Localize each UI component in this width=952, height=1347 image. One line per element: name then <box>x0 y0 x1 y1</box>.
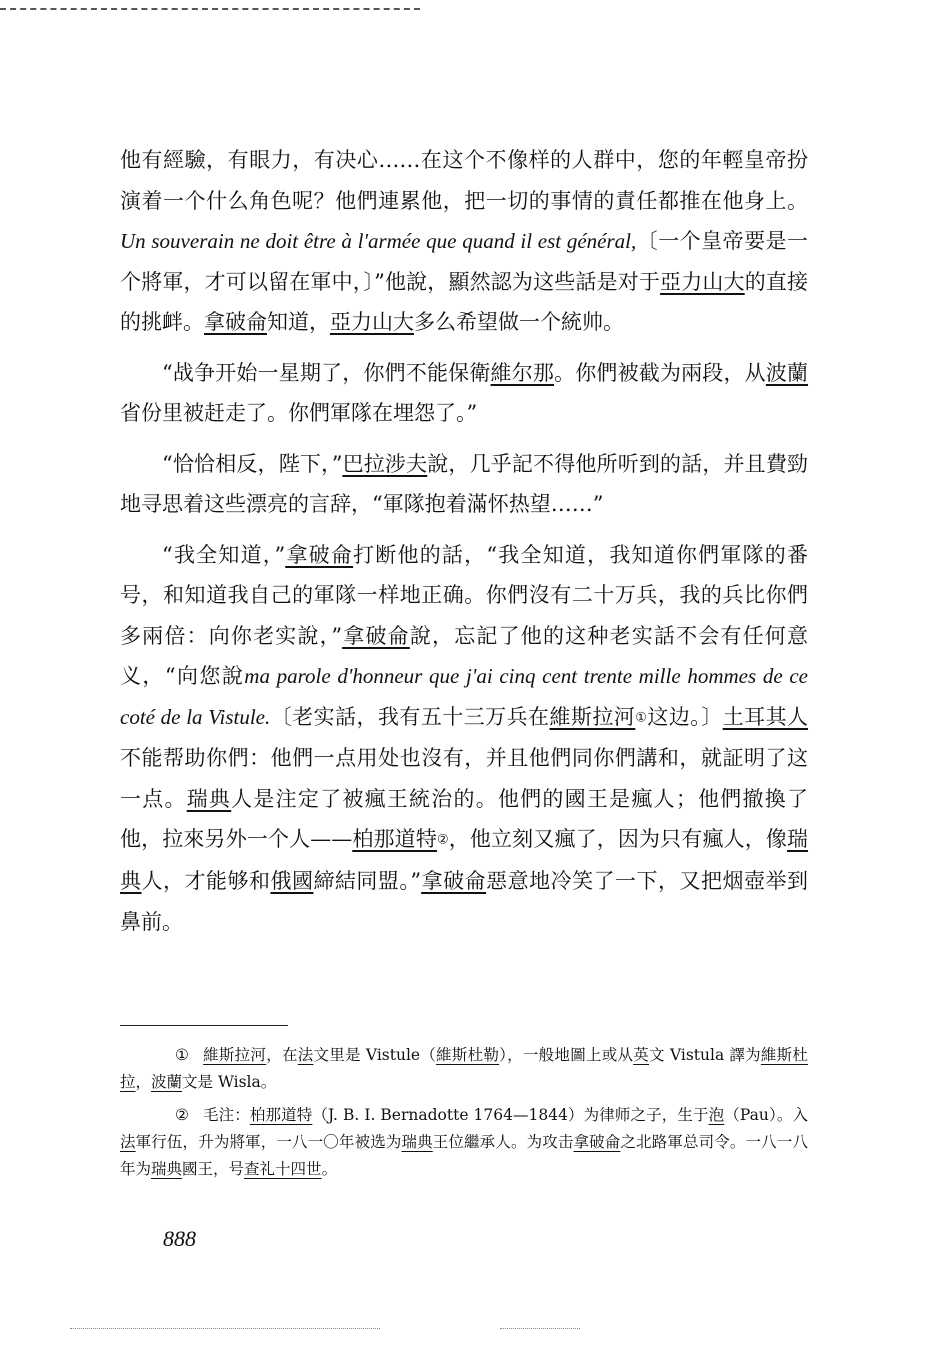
text-run: 他有經驗，有眼力，有决心……在这个不像样的人群中，您的年輕皇帝扮演着一个什么角色呢？他們連累他，把一切的事情的責任都推在他身上。 <box>120 148 808 213</box>
text-run: “我全知道，” <box>162 542 286 567</box>
proper-noun: 柏那道特 <box>352 827 437 852</box>
proper-noun: 拿破侖 <box>421 869 487 893</box>
proper-noun: 維尔那 <box>490 360 555 385</box>
proper-noun: 波蘭 <box>765 360 809 385</box>
text-run: ，他立刻又瘋了，因为只有瘋人，像 <box>448 827 788 852</box>
text-run: 省份里被赶走了。你們軍隊在埋怨了。” <box>120 401 478 425</box>
proper-noun: 俄國 <box>270 869 314 893</box>
text-run: 人，才能够和 <box>141 869 271 893</box>
paragraph <box>120 444 808 525</box>
paragraph <box>120 353 808 434</box>
proper-noun: 柏那道特 <box>249 1106 313 1124</box>
main-body-text <box>120 140 808 942</box>
french-quote: ma parole d'honneur que j'ai cinq cent trente mille hommes de ce coté de la Vistule. <box>120 664 808 729</box>
footnote-mark: ① <box>175 1046 190 1064</box>
text-run: 毛注： <box>203 1106 250 1124</box>
text-run: 說，几乎記不得他所听到的話，并且費勁地寻思着这些漂亮的言辞，“軍隊抱着滿怀热望……” <box>120 451 808 516</box>
footnote-mark: ② <box>175 1106 190 1124</box>
proper-noun: 維斯杜拉 <box>120 1046 808 1091</box>
text-run: 王位繼承人。为攻击 <box>432 1133 574 1151</box>
proper-noun: 波蘭 <box>151 1073 183 1091</box>
text-run: ），一般地圖上或从 <box>499 1046 634 1064</box>
proper-noun: 拿破侖 <box>204 310 267 334</box>
text-run: 國王，号 <box>182 1160 245 1178</box>
proper-noun: 巴拉涉夫 <box>342 451 428 476</box>
text-run: 〔一个皇帝要是一个將軍，才可以留在軍中，〕”他說，顯然認为这些話是对于 <box>120 229 809 294</box>
proper-noun: 維斯拉河 <box>203 1046 267 1064</box>
proper-noun: 英 <box>633 1046 649 1064</box>
text-run: ， <box>135 1073 152 1091</box>
text-run: 的直接的挑衅。 <box>120 269 809 334</box>
proper-noun: 維斯杜勒 <box>436 1046 500 1064</box>
french-quote: Un souverain ne doit être à l'armée que quand il est général, <box>120 229 637 253</box>
text-run: 文是 Wisla。 <box>182 1073 277 1091</box>
paragraph <box>120 535 808 943</box>
text-run: 多么希望做一个統帅。 <box>414 310 624 334</box>
page-number: 888 <box>163 1226 196 1251</box>
text-run: 文里是 Vistule（ <box>313 1046 437 1064</box>
scan-dash-border <box>0 8 420 10</box>
text-run: 說，忘記了他的这种老实話不会有任何意义，“向您說 <box>120 623 808 688</box>
proper-noun: 泡 <box>708 1106 725 1124</box>
text-run: ，在 <box>266 1046 298 1064</box>
text-run: （Pau）。入 <box>724 1106 808 1124</box>
proper-noun: 拿破侖 <box>285 542 354 567</box>
proper-noun: 瑞典 <box>401 1133 433 1151</box>
text-run: 。 <box>321 1160 338 1178</box>
text-run: 打断他的話，“我全知道，我知道你們軍隊的番号，和知道我自己的軍隊一样地正确。你們沒有二十万兵，我的兵比你們多兩倍：向你老实說，” <box>120 542 808 648</box>
footnote-ref: ② <box>436 832 449 848</box>
text-run: “恰恰相反，陛下，” <box>162 451 343 476</box>
proper-noun: 法 <box>297 1046 314 1064</box>
proper-noun: 拿破侖 <box>342 623 410 648</box>
footnote-ref: ① <box>635 709 648 725</box>
proper-noun: 土耳其人 <box>722 704 809 729</box>
proper-noun: 法 <box>120 1133 136 1151</box>
proper-noun: 維斯拉河 <box>549 704 636 729</box>
paragraph <box>120 140 808 343</box>
text-run: 之北路軍总司令。一八一八年为 <box>120 1133 808 1178</box>
proper-noun: 瑞典 <box>186 786 232 811</box>
scan-artifact-line <box>500 1328 580 1329</box>
footnote <box>120 1042 808 1096</box>
text-run: 知道， <box>267 310 330 334</box>
text-run: （J. B. I. Bernadotte 1764—1844）为律师之子，生于 <box>312 1106 709 1124</box>
text-run: 〔老实話，我有五十三万兵在 <box>270 704 550 729</box>
footnotes <box>120 1042 808 1189</box>
text-run: 。你們被截为兩段，从 <box>554 360 766 385</box>
footnote <box>120 1102 808 1183</box>
proper-noun: 拿破侖 <box>573 1133 621 1151</box>
proper-noun: 瑞典 <box>120 827 809 893</box>
text-run: “战争开始一星期了，你們不能保衛 <box>162 360 491 385</box>
text-run: 惡意地冷笑了一下，又把烟壺举到鼻前。 <box>120 869 808 934</box>
text-run: 这边。〕 <box>647 704 723 729</box>
proper-noun: 瑞典 <box>151 1160 183 1178</box>
proper-noun: 亞力山大 <box>660 269 745 294</box>
proper-noun: 查礼十四世 <box>244 1160 322 1178</box>
text-run: 不能帮助你們：他們一点用处也沒有，并且他們同你們講和，就証明了这一点。 <box>120 746 808 811</box>
text-run: 人是注定了被瘋王統治的。他們的國王是瘋人；他們撤換了他，拉來另外一个人—— <box>120 786 809 852</box>
footnote-rule <box>120 1025 288 1026</box>
scan-artifact-line <box>70 1328 380 1329</box>
text-run: 文 Vistula 譯为 <box>649 1046 761 1064</box>
text-run: 軍行伍，升为將軍，一八一〇年被选为 <box>135 1133 402 1151</box>
proper-noun: 亞力山大 <box>330 310 414 334</box>
text-run: 締結同盟。” <box>313 869 422 893</box>
